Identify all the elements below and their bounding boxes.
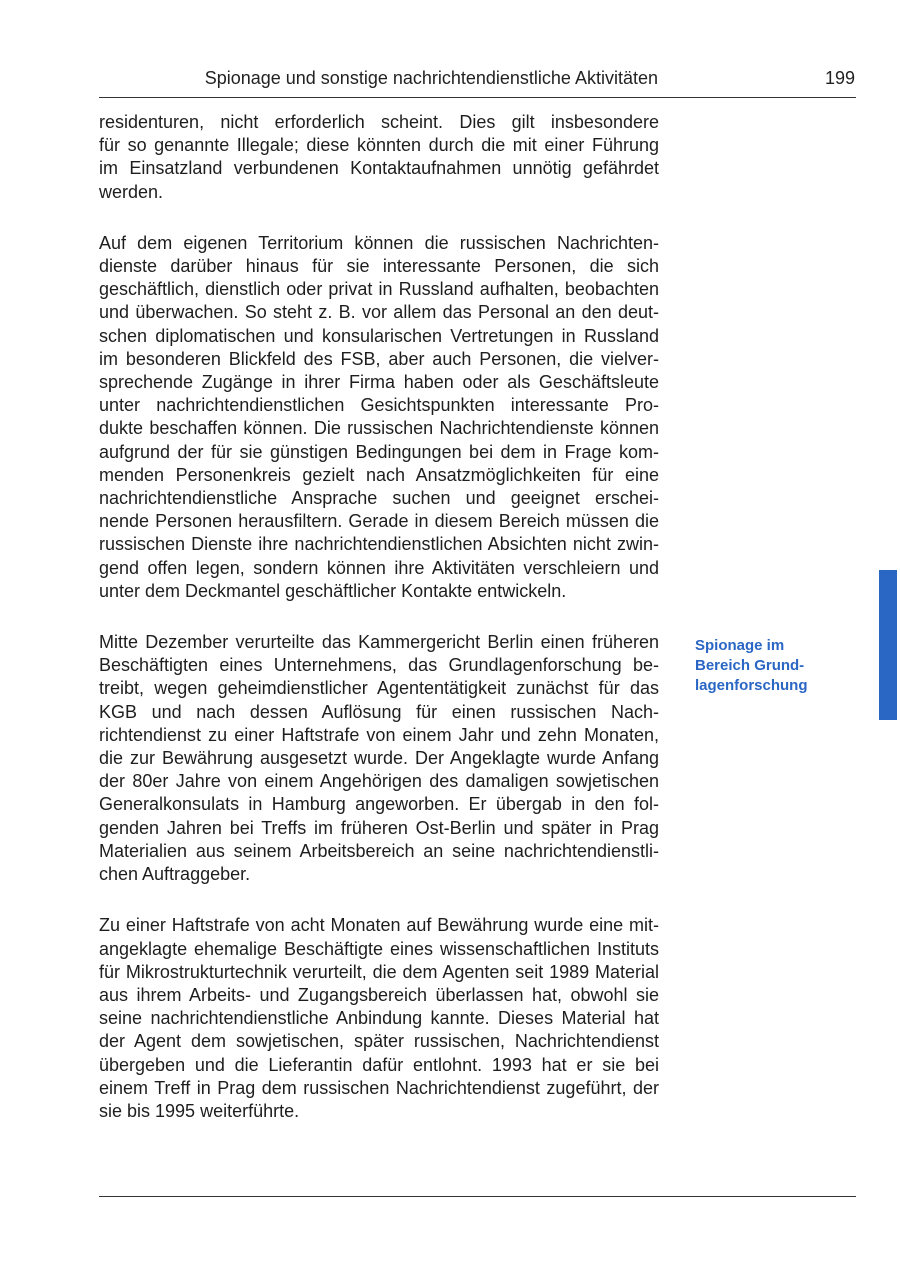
text-line: Materialien aus seinem Arbeitsbereich an seine nachrichtendienstli- <box>99 840 659 861</box>
text-line: chen Auftraggeber. <box>99 864 251 885</box>
paragraph <box>99 631 659 886</box>
text-line: richtendienst zu einer Haftstrafe von einem Jahr und zehn Monaten, <box>99 724 659 745</box>
text-line: unter nachrichtendienstlichen Gesichtspunkten interessante Pro- <box>99 395 659 416</box>
text-line: aufgrund der für sie günstigen Bedingungen bei dem in Frage kom- <box>99 441 659 462</box>
text-line: menden Personenkreis gezielt nach Ansatzmöglichkeiten für eine <box>99 464 659 485</box>
text-line: werden. <box>99 181 164 202</box>
margin-note <box>695 636 835 696</box>
text-line: Auf dem eigenen Territorium können die russischen Nachrichten- <box>99 232 659 253</box>
text-line: Zu einer Haftstrafe von acht Monaten auf Bewährung wurde eine mit- <box>99 915 659 936</box>
text-line: angeklagte ehemalige Beschäftigte eines wissenschaftlichen Instituts <box>99 938 659 959</box>
text-line: residenturen, nicht erforderlich scheint. Dies gilt insbesondere <box>99 112 659 132</box>
text-line: seine nachrichtendienstliche Anbindung kannte. Dieses Material hat <box>99 1008 659 1029</box>
margin-note-line: lagenforschung <box>695 677 808 694</box>
text-line: sprechende Zugänge in ihrer Firma haben oder als Geschäftsleute <box>99 372 659 393</box>
paragraph <box>99 232 659 603</box>
text-line: sie bis 1995 weiterführte. <box>99 1100 300 1121</box>
text-line: nachrichtendienstliche Ansprache suchen und geeignet erschei- <box>99 488 659 509</box>
paragraph <box>99 111 659 204</box>
text-line: gend offen legen, sondern können ihre Aktivitäten verschleiern und <box>99 557 659 578</box>
text-line: für Mikrostrukturtechnik verurteilt, die dem Agenten seit 1989 Material <box>99 961 659 982</box>
text-line: Generalkonsulats in Hamburg angeworben. Er übergab in den fol- <box>99 794 659 815</box>
text-line: dukte beschaffen können. Die russischen Nachrichtendienste können <box>99 418 659 439</box>
text-line: übergeben und die Lieferantin dafür entlohnt. 1993 hat er sie bei <box>99 1054 659 1075</box>
text-line: im Einsatzland verbundenen Kontaktaufnahmen unnötig gefährdet <box>99 158 659 179</box>
text-line: unter dem Deckmantel geschäftlicher Kontakte entwickeln. <box>99 580 567 601</box>
chapter-tab-marker <box>879 570 897 720</box>
text-line: schen diplomatischen und konsularischen Vertretungen in Russland <box>99 325 659 346</box>
text-line: Mitte Dezember verurteilte das Kammergericht Berlin einen früheren <box>99 632 659 653</box>
page-number: 199 <box>824 68 855 88</box>
running-header-title: Spionage und sonstige nachrichtendienstliche Aktivitäten <box>204 68 658 88</box>
paragraph <box>99 914 659 1123</box>
text-line: für so genannte Illegale; diese könnten durch die mit einer Führung <box>99 135 659 156</box>
text-line: nende Personen herausfiltern. Gerade in diesem Bereich müssen die <box>99 511 659 532</box>
text-line: und überwachen. So steht z. B. vor allem das Personal an den deut- <box>99 302 659 323</box>
footer-rule <box>99 1196 856 1197</box>
text-line: aus ihrem Arbeits- und Zugangsbereich überlassen hat, obwohl sie <box>99 984 659 1005</box>
text-line: KGB und nach dessen Auflösung für einen russischen Nach- <box>99 701 659 722</box>
text-line: russischen Dienste ihre nachrichtendienstlichen Absichten nicht zwin- <box>99 534 659 555</box>
text-line: genden Jahren bei Treffs im früheren Ost-Berlin und später in Prag <box>99 817 659 838</box>
text-line: der Agent dem sowjetischen, später russischen, Nachrichtendienst <box>99 1031 659 1052</box>
text-line: geschäftlich, dienstlich oder privat in Russland aufhalten, beobachten <box>99 279 659 300</box>
margin-note-line: Spionage im <box>695 637 785 654</box>
body-text <box>99 111 659 1151</box>
text-line: einem Treff in Prag dem russischen Nachrichtendienst zugeführt, der <box>99 1077 659 1098</box>
text-line: Beschäftigten eines Unternehmens, das Grundlagenforschung be- <box>99 655 659 676</box>
text-line: treibt, wegen geheimdienstlicher Agententätigkeit zunächst für das <box>99 678 659 699</box>
header-rule <box>99 97 856 98</box>
text-line: im besonderen Blickfeld des FSB, aber auch Personen, die vielver- <box>99 348 659 369</box>
text-line: der 80er Jahre von einem Angehörigen des damaligen sowjetischen <box>99 771 659 792</box>
text-line: die zur Bewährung ausgesetzt wurde. Der Angeklagte wurde Anfang <box>99 748 659 769</box>
margin-note-line: Bereich Grund- <box>695 657 805 674</box>
text-line: dienste darüber hinaus für sie interessante Personen, die sich <box>99 256 659 277</box>
